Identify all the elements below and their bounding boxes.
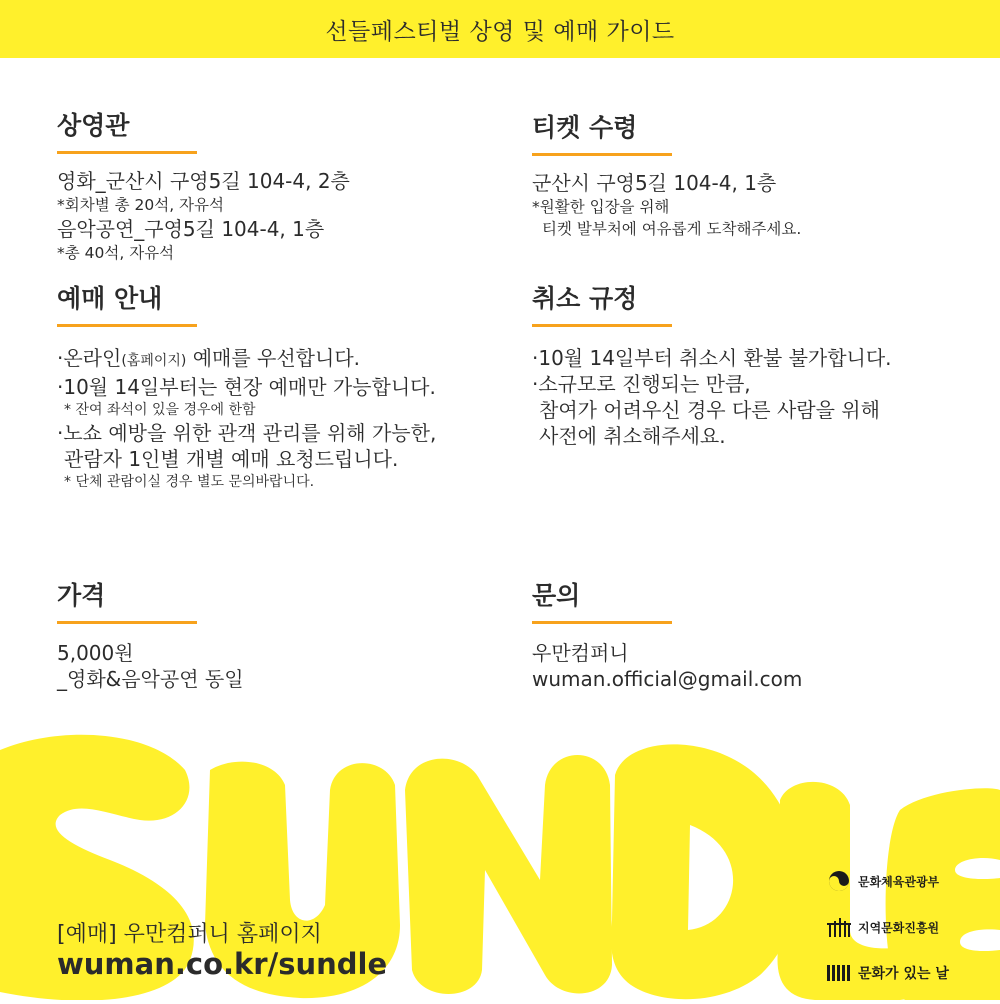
contact-underline — [532, 621, 672, 624]
ticket-underline — [532, 153, 672, 156]
booking-heading: 예매 안내 — [57, 284, 163, 313]
price-heading: 가격 — [57, 581, 106, 610]
booking-note: * 단체 관람이실 경우 별도 문의바랍니다. — [64, 474, 315, 490]
page-title: 선들페스티벌 상영 및 예매 가이드 — [325, 18, 675, 45]
cancel-section — [532, 279, 892, 449]
booking-line — [57, 345, 436, 374]
ticket-note: *원활한 입장을 위해 — [532, 198, 670, 216]
cancel-line: ·소규모로 진행되는 만큼, — [532, 372, 751, 396]
ministry-logo — [826, 866, 986, 896]
booking-url-link[interactable]: wuman.co.kr/sundle — [57, 947, 388, 981]
venue-heading: 상영관 — [57, 111, 130, 140]
header-bar — [0, 0, 1000, 58]
booking-line-suffix: 예매를 우선합니다. — [186, 346, 360, 370]
ticket-line: 군산시 구영5길 104-4, 1층 — [532, 171, 777, 195]
venue-underline — [57, 151, 197, 154]
price-section — [57, 576, 244, 692]
venue-line: 영화_군산시 구영5길 104-4, 2층 — [57, 169, 350, 193]
cancel-line: 참여가 어려우신 경우 다른 사람을 위해 — [539, 398, 880, 422]
venue-section — [57, 106, 350, 264]
cancel-line: 사전에 취소해주세요. — [539, 424, 726, 448]
event-logo — [826, 958, 986, 988]
contact-section — [532, 576, 802, 692]
contact-heading: 문의 — [532, 581, 581, 610]
venue-note: *회차별 총 20석, 자유석 — [57, 196, 224, 214]
venue-line: 음악공연_구영5길 104-4, 1층 — [57, 217, 325, 241]
cancel-line: ·10월 14일부터 취소시 환불 불가합니다. — [532, 346, 892, 370]
booking-cta-text: [예매] 우만컴퍼니 홈페이지 — [57, 922, 322, 947]
contact-email[interactable]: wuman.official@gmail.com — [532, 667, 803, 691]
booking-line: ·10월 14일부터는 현장 예매만 가능합니다. — [57, 375, 436, 399]
booking-line: ·노쇼 예방을 위한 관객 관리를 위해 가능한, — [57, 421, 437, 445]
taegeuk-icon — [826, 870, 852, 892]
contact-company: 우만컴퍼니 — [532, 641, 629, 665]
foundation-logo — [826, 912, 986, 942]
ticket-note: 티켓 발부처에 여유롭게 도착해주세요. — [542, 220, 802, 238]
price-underline — [57, 621, 197, 624]
foundation-logo-text: 지역문화진흥원 — [858, 920, 940, 935]
booking-line-small: (홈페이지) — [121, 353, 187, 369]
ticket-section — [532, 108, 801, 240]
venue-note: *총 40석, 자유석 — [57, 244, 175, 262]
booking-note: * 잔여 좌석이 있을 경우에 한함 — [64, 402, 256, 418]
ministry-logo-text: 문화체육관광부 — [858, 874, 940, 889]
booking-line: 관람자 1인별 개별 예매 요청드립니다. — [64, 447, 399, 471]
cancel-underline — [532, 324, 672, 327]
ticket-heading: 티켓 수령 — [532, 113, 638, 142]
sponsor-logos — [826, 866, 986, 1004]
booking-line-prefix: ·온라인 — [57, 346, 122, 370]
cancel-heading: 취소 규정 — [532, 284, 638, 313]
price-note: _영화&음악공연 동일 — [57, 667, 244, 691]
stripes-icon — [826, 962, 852, 984]
price-value: 5,000원 — [57, 641, 134, 665]
booking-section — [57, 279, 436, 492]
booking-underline — [57, 324, 197, 327]
event-logo-text: 문화가 있는 날 — [858, 966, 949, 982]
building-icon — [826, 916, 852, 938]
